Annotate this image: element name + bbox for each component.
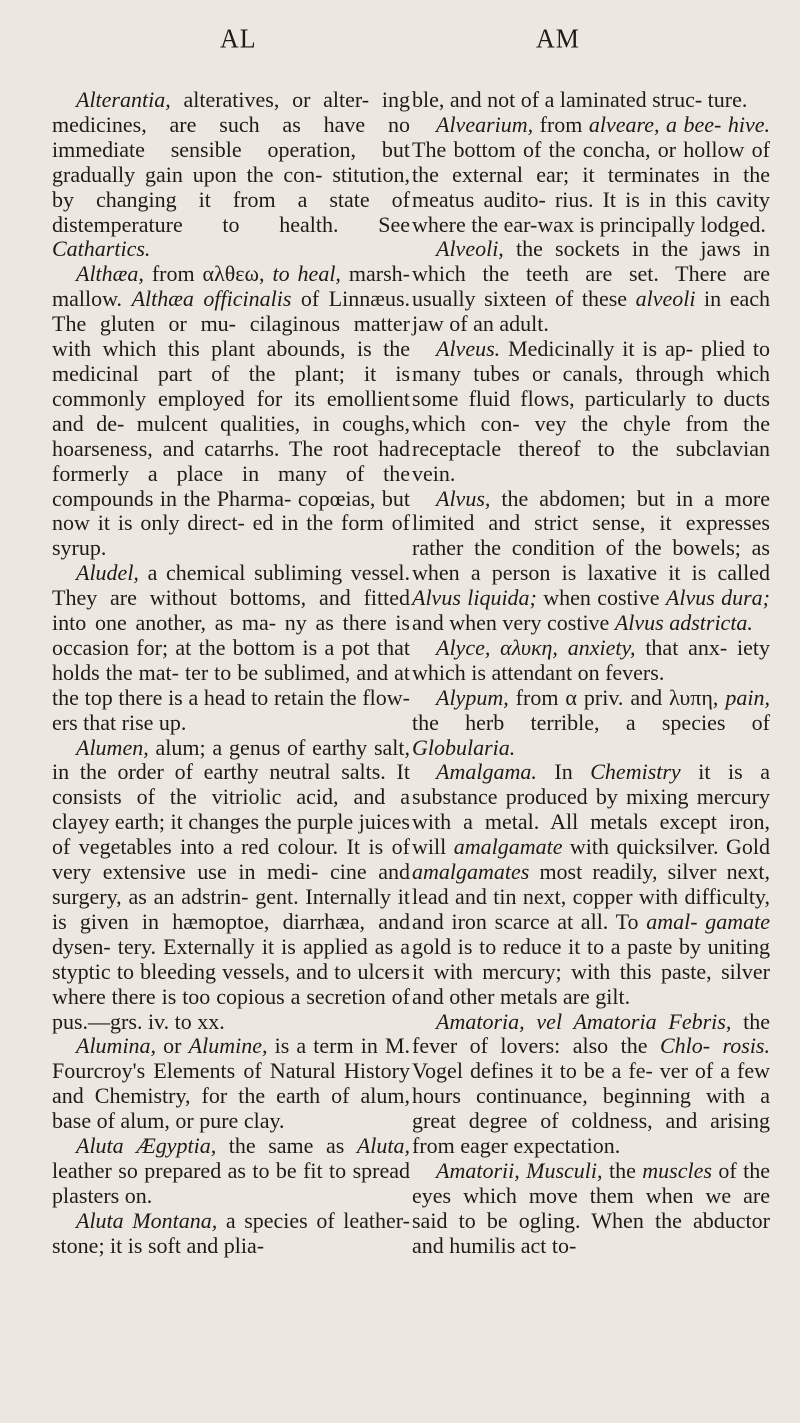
definition-text: that anx- iety which is attendant on fevers. bbox=[412, 634, 770, 685]
definition-text: of the eyes which move them when we are said to be ogling. When the abductor and humilis act to- bbox=[412, 1157, 770, 1258]
definition-text: leather so prepared as to be fit to spread plasters on. bbox=[52, 1157, 410, 1208]
definition-text: is a term in M. Fourcroy's Elements of Natural History and Chemistry, for the earth of alum, base of alum, or pure clay. bbox=[52, 1033, 410, 1134]
headword: Amalgama. bbox=[436, 759, 537, 785]
entry-alumen bbox=[52, 736, 410, 1035]
headword: Alvearium, bbox=[436, 111, 534, 137]
term-in-text: Alvus adstricta. bbox=[614, 610, 753, 636]
definition-text: the fever of lovers: also the bbox=[412, 1008, 770, 1059]
left-column bbox=[52, 88, 410, 1259]
entry-alypum bbox=[412, 686, 770, 761]
connector-text: or bbox=[156, 1033, 189, 1059]
definition-text: in each jaw of an adult. bbox=[412, 286, 770, 337]
definition-text: a chemical subliming vessel. They are without bottoms, and fitted into one another, as ma- ny as there is occasion for; at the bottom is a pot that holds the mat- ter to be sublimed, and at the top there is a head to retain the flow- ers that rise up. bbox=[52, 560, 410, 735]
headword: Alyce, bbox=[436, 634, 491, 660]
connector-text: vel bbox=[524, 1008, 574, 1034]
term-in-text: amal- gamate bbox=[646, 908, 770, 934]
gloss: pain, bbox=[725, 684, 770, 710]
definition-text: alum; a genus of earthy salt, in the order of earthy neutral salts. It consists of the vitriolic acid, and a clayey earth; it changes the purple juices of vegetables into a red colour. It is of very extensive use in medi- cine and surgery, as an adstrin- gent. Internally it is given in hæmoptoe, diarrhæa, and dysen- tery. Externally it is applied as a styptic to bleeding vessels, and to ulcers where there is too copious a secretion of pus.—grs. iv. to xx. bbox=[52, 734, 410, 1034]
headword: Aluta Montana, bbox=[76, 1207, 218, 1233]
entry-aludel bbox=[52, 561, 410, 735]
definition-text: Medicinally it is ap- plied to many tubes or canals, through which some fluid flows, particularly to ducts which con- vey the chyle from the receptacle thereof to the subclavian vein. bbox=[412, 336, 770, 486]
term-in-text: alveoli bbox=[635, 286, 696, 312]
definition-text: it is a substance produced by mixing mercury with a metal. All metals except iron, will bbox=[412, 759, 770, 860]
headword: Amatoria, bbox=[436, 1008, 525, 1034]
cross-reference: Aluta, bbox=[356, 1133, 411, 1159]
definition-text: alteratives, or alter- ing medicines, are such as have no immediate sensible operation, but gradually gain upon the con- stitution, by changing it from a state of distemperature to health. See bbox=[52, 87, 410, 237]
headword: Alumina, bbox=[76, 1033, 157, 1059]
headword: Alypum, bbox=[436, 684, 509, 710]
entry-amatoria bbox=[412, 1010, 770, 1159]
definition-text: with quicksilver. Gold bbox=[562, 834, 770, 860]
headword: Althæa, bbox=[76, 261, 144, 287]
definition-text: the bbox=[602, 1157, 643, 1183]
entry-amatorii bbox=[412, 1159, 770, 1259]
gloss: anxiety, bbox=[567, 634, 636, 660]
entry-alyce bbox=[412, 636, 770, 686]
entry-alumina bbox=[52, 1034, 410, 1134]
cross-reference: Globularia. bbox=[412, 734, 516, 760]
entry-alvus bbox=[412, 487, 770, 636]
term-in-text: amalgamates bbox=[412, 859, 530, 885]
definition-text: and when very costive bbox=[412, 610, 615, 636]
headword: Aluta Ægyptia, bbox=[76, 1133, 217, 1159]
etymology-text: from α priv. and λυπη, bbox=[508, 684, 726, 710]
definition-text: In bbox=[536, 759, 591, 785]
definition-text: The bottom of the concha, or hollow of the external ear; it terminates in the meatus audito- rius. It is in this cavity where the ear-wax is principally lodged. bbox=[412, 136, 770, 237]
headword: Alterantia, bbox=[76, 87, 171, 112]
entry-amalgama bbox=[412, 760, 770, 1009]
entry-continuation: ble, and not of a laminated struc- ture. bbox=[412, 87, 748, 112]
definition-text: a species of leather-stone; it is soft and plia- bbox=[52, 1207, 410, 1258]
entry-aluta-aegyptia bbox=[52, 1134, 410, 1209]
headword: Alveoli, bbox=[436, 236, 504, 262]
definition-text: gold is to reduce it to a paste by uniting it with mercury; with this paste, silver and other metals are gilt. bbox=[412, 933, 770, 1009]
definition-text: the sockets in the jaws in which the teeth are set. There are usually sixteen of these bbox=[412, 236, 770, 312]
gloss: muscles bbox=[642, 1157, 712, 1183]
definition-text: marsh-mallow. bbox=[52, 261, 410, 312]
headword: Alumen, bbox=[76, 734, 149, 760]
gloss: to heal, bbox=[272, 261, 341, 287]
definition-text: Vogel defines it to be a fe- ver of a few hours continuance, beginning with a great degree of coldness, and arising from eager expectation. bbox=[412, 1058, 770, 1159]
entry-alveoli bbox=[412, 237, 770, 337]
running-header-right: AM bbox=[536, 23, 580, 54]
definition-text: the herb terrible, a species of bbox=[412, 709, 770, 735]
species-name: Althæa officinalis bbox=[131, 286, 292, 312]
headword-variant: Amatoria Febris, bbox=[573, 1008, 732, 1034]
etymology-text: from αλθεω, bbox=[143, 261, 273, 287]
cross-reference: Cathartics. bbox=[52, 236, 151, 262]
definition-text: the abdomen; but in a more limited and strict sense, it expresses rather the condition of the bowels; as when a person is laxative it is called bbox=[412, 485, 770, 586]
headword: Alvus, bbox=[436, 485, 491, 511]
headword: Aludel, bbox=[76, 560, 139, 586]
entry-aluta-montana bbox=[52, 1209, 410, 1259]
entry-alveus bbox=[412, 337, 770, 486]
greek-etymology: αλυκη, bbox=[490, 634, 568, 660]
entry-alterantia bbox=[52, 88, 410, 262]
etymology: alveare, a bee- hive. bbox=[588, 111, 770, 137]
definition-text: when costive bbox=[536, 585, 666, 611]
definition-text: the same as bbox=[216, 1133, 357, 1159]
term-in-text: amalgamate bbox=[453, 834, 563, 860]
running-header-left: AL bbox=[220, 23, 257, 54]
field-name: Chemistry bbox=[590, 759, 681, 785]
definition-text: most readily, silver next, lead and tin next, copper with difficulty, and iron scarce at all. To bbox=[412, 859, 770, 934]
cross-reference: Chlo- rosis. bbox=[659, 1033, 770, 1059]
headword: Amatorii, Musculi, bbox=[436, 1157, 603, 1183]
definition-text: of Linnæus. The gluten or mu- cilaginous matter with which this plant abounds, is the medicinal part of the plant; it is commonly employed for its emollient and de- mulcent qualities, in coughs, hoarseness, and catarrhs. The root had formerly a place in many of the compounds in the Pharma- copœias, but now it is only direct- ed in the form of syrup. bbox=[52, 286, 411, 561]
entry-alvearium bbox=[412, 113, 770, 238]
entry-althaea bbox=[52, 262, 410, 561]
headword: Alveus. bbox=[436, 336, 501, 362]
headword-variant: Alumine, bbox=[188, 1033, 268, 1059]
term-in-text: Alvus liquida; bbox=[412, 585, 537, 611]
etymology-text: from bbox=[533, 111, 589, 137]
term-in-text: Alvus dura; bbox=[665, 585, 770, 611]
right-column bbox=[412, 88, 770, 1259]
